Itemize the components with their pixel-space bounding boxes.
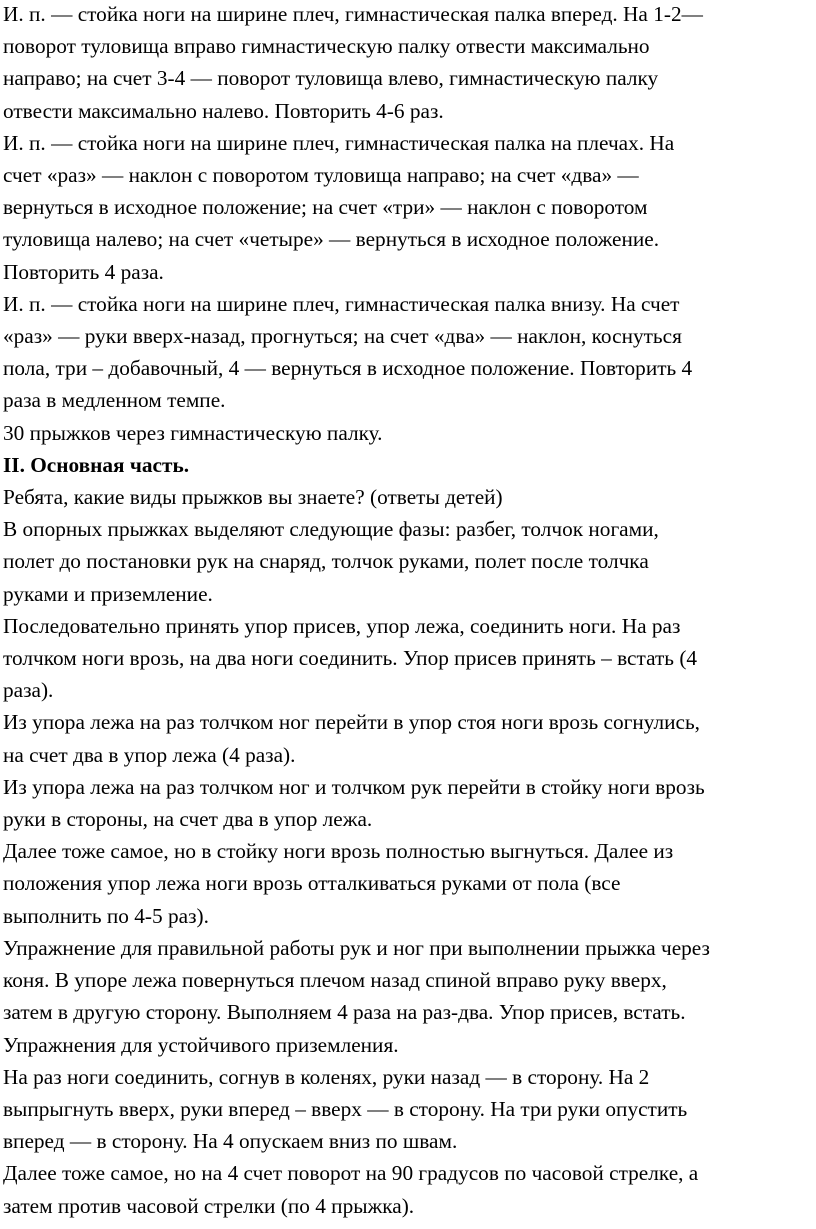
text-line: туловища налево; на счет «четыре» — вернуться в исходное положение.	[3, 227, 660, 252]
document-page	[3, 0, 815, 1222]
text-line: раза в медленном темпе.	[3, 388, 226, 413]
text-line: И. п. — стойка ноги на ширине плеч, гимнастическая палка на плечах. На	[3, 130, 675, 155]
document-body	[3, 0, 815, 1222]
text-line: направо; на счет 3-4 — поворот туловища влево, гимнастическую палку	[3, 66, 659, 91]
text-line: Повторить 4 раза.	[3, 259, 164, 284]
text-line: И. п. — стойка ноги на ширине плеч, гимнастическая палка вперед. На 1-2—	[3, 2, 703, 26]
text-line: Далее тоже самое, но в стойку ноги врозь полностью выгнуться. Далее из	[3, 839, 674, 864]
text-line: раза).	[3, 678, 54, 703]
text-line: Из упора лежа на раз толчком ног перейти в упор стоя ноги врозь согнулись,	[3, 710, 700, 735]
text-line: руками и приземление.	[3, 581, 213, 606]
text-line: руки в стороны, на счет два в упор лежа.	[3, 807, 373, 832]
text-line: отвести максимально налево. Повторить 4-6 раз.	[3, 98, 444, 123]
text-line: полет до постановки рук на снаряд, толчок руками, полет после толчка	[3, 549, 649, 574]
text-line: «раз» — руки вверх-назад, прогнуться; на счет «два» — наклон, коснуться	[3, 324, 682, 349]
text-line: коня. В упоре лежа повернуться плечом назад спиной вправо руку вверх,	[3, 968, 667, 993]
text-line: на счет два в упор лежа (4 раза).	[3, 742, 296, 767]
text-line: Последовательно принять упор присев, упор лежа, соединить ноги. На раз	[3, 613, 681, 638]
text-line: пола, три – добавочный, 4 — вернуться в исходное положение. Повторить 4	[3, 356, 693, 381]
text-line: И. п. — стойка ноги на ширине плеч, гимнастическая палка внизу. На счет	[3, 291, 680, 316]
text-line: выпрыгнуть вверх, руки вперед – вверх — в сторону. На три руки опустить	[3, 1096, 688, 1121]
text-line: поворот туловища вправо гимнастическую палку отвести максимально	[3, 34, 650, 59]
text-line: затем против часовой стрелки (по 4 прыжка).	[3, 1193, 415, 1218]
text-line: вернуться в исходное положение; на счет «три» — наклон с поворотом	[3, 195, 648, 220]
text-line: положения упор лежа ноги врозь отталкиваться руками от пола (все	[3, 871, 621, 896]
text-line: вперед — в сторону. На 4 опускаем вниз по швам.	[3, 1129, 458, 1154]
text-line: Упражнения для устойчивого приземления.	[3, 1032, 399, 1057]
section-heading: II. Основная часть.	[3, 452, 190, 477]
text-line: Далее тоже самое, но на 4 счет поворот на 90 градусов по часовой стрелке, а	[3, 1161, 699, 1186]
text-line: Ребята, какие виды прыжков вы знаете? (ответы детей)	[3, 485, 503, 510]
text-line: Упражнение для правильной работы рук и ног при выполнении прыжка через	[3, 935, 710, 960]
text-line: затем в другую сторону. Выполняем 4 раза на раз-два. Упор присев, встать.	[3, 1000, 686, 1025]
text-line: В опорных прыжках выделяют следующие фазы: разбег, толчок ногами,	[3, 517, 659, 542]
text-line: На раз ноги соединить, согнув в коленях, руки назад — в сторону. На 2	[3, 1064, 650, 1089]
text-line: выполнить по 4-5 раз).	[3, 903, 209, 928]
text-line: Из упора лежа на раз толчком ног и толчком рук перейти в стойку ноги врозь	[3, 774, 705, 799]
text-line: толчком ноги врозь, на два ноги соединить. Упор присев принять – встать (4	[3, 646, 698, 671]
text-line: счет «раз» — наклон с поворотом туловища направо; на счет «два» —	[3, 163, 639, 188]
text-line: 30 прыжков через гимнастическую палку.	[3, 420, 383, 445]
